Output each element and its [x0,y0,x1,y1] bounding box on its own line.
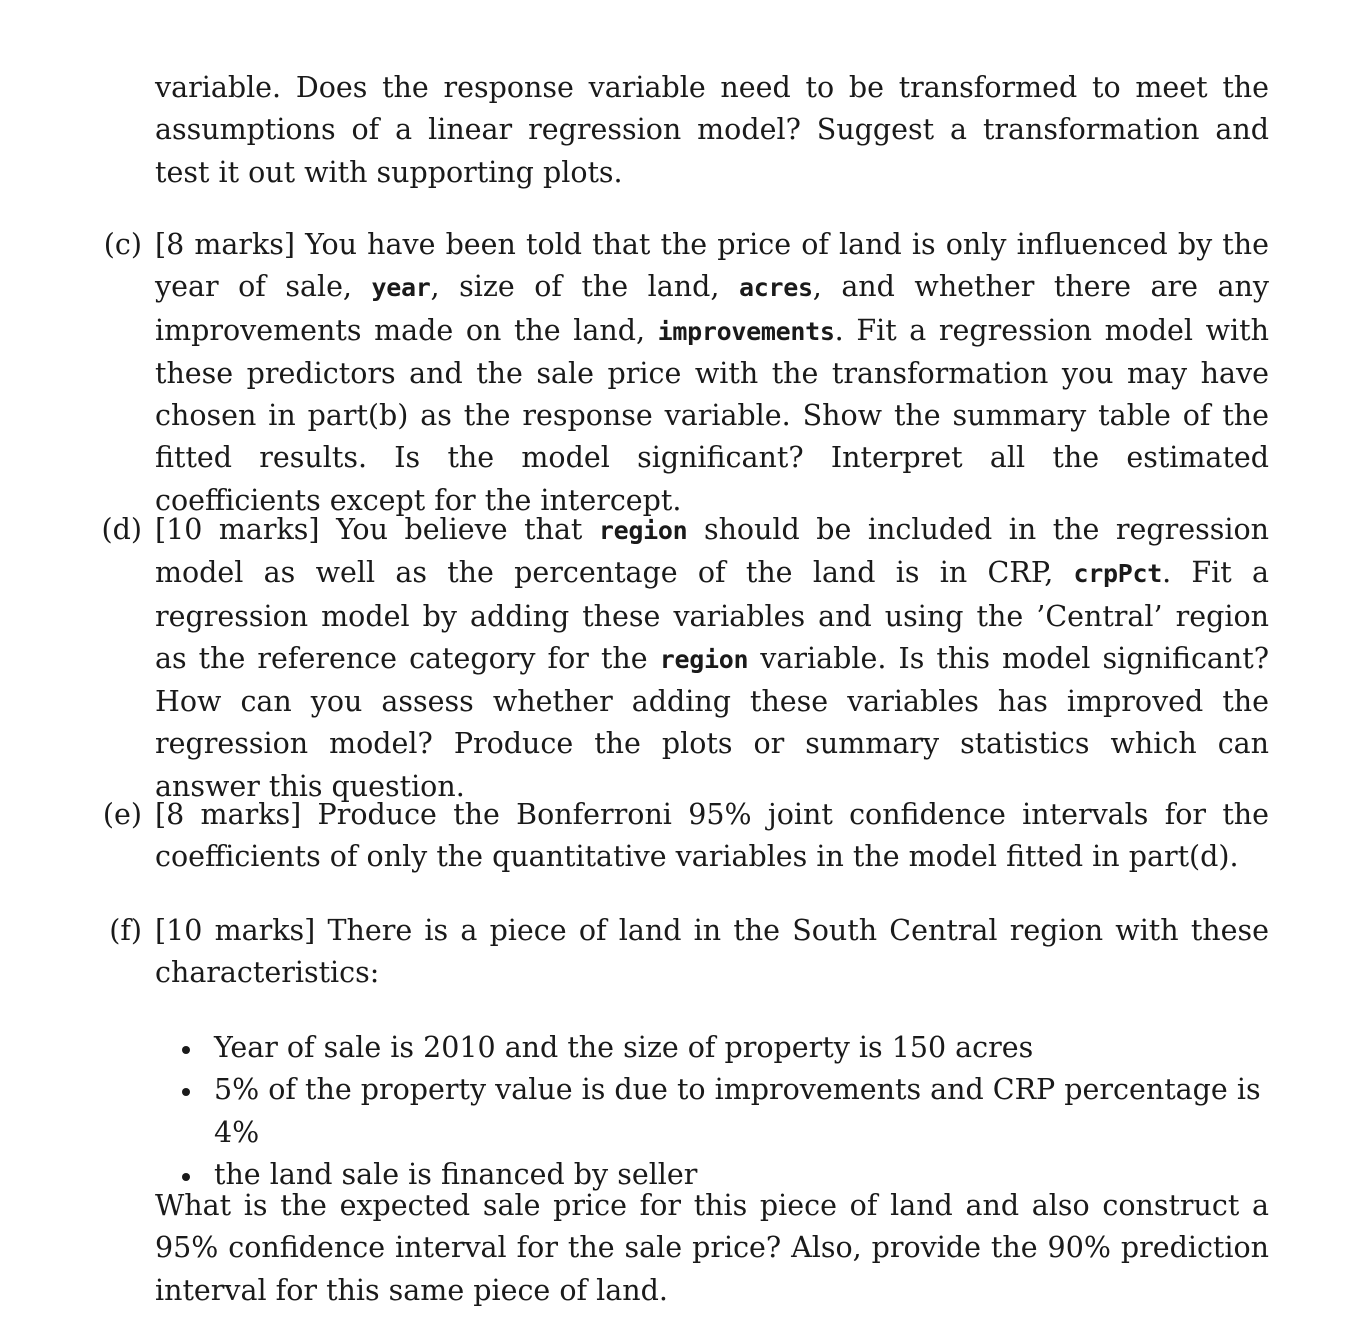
part-f-marks: [10 marks] [155,914,316,947]
part-e-marks: [8 marks] [155,798,302,831]
code-year: year [371,273,431,303]
part-e-text: Produce the Bonferroni 95% joint confidence intervals for the coefficients of only the quantitative variables in the model fitted in part(d). [155,798,1270,874]
part-c-text-3: , and whether there are any improvements made on the land, [155,270,1269,347]
part-d-text-4: variable. Is this model significant? How can you assess whether adding these variables has improved the regression model? Produce the plots or summary statistics which can answer this question. [155,641,1269,803]
bullet-text: 5% of the property value is due to improvements and CRP percentage is 4% [214,1073,1261,1149]
part-d-text-2: should be included in the regression model as well as the percentage of the land is in CRP, [155,513,1269,590]
part-d-text-3: . Fit a regression model by adding these variables and using the ’Central’ region as the reference category for the [155,556,1269,675]
part-f-question [155,1185,1269,1312]
code-region: region [598,516,688,545]
part-e-label: (e) [102,798,142,831]
part-c-text-2: , size of the land, [430,270,739,304]
list-item [170,1069,1270,1154]
part-d-marks: [10 marks] [155,513,320,546]
code-region-2: region [659,644,749,674]
bullet-text: the land sale is financed by seller [214,1157,698,1191]
part-c-marks: [8 marks] [155,228,296,261]
code-improvements: improvements [657,316,835,346]
part-d-label: (d) [101,513,142,546]
part-c-text-4: . Fit a regression model with these predictors and the sale price with the transformation you may have chosen in part(b) as the response variable. Show the summary table of the fitted results. Is the model significant? Interpret all the estimated coefficients except for the intercept. [155,313,1269,517]
part-f [155,910,1269,995]
part-f-bullet-list [170,1027,1270,1196]
code-acres: acres [738,273,813,303]
part-f-question-text: What is the expected sale price for this piece of land and also construct a 95% confidence interval for the sale price? Also, provide the 90% prediction interval for this same piece of land. [155,1189,1269,1307]
part-e [155,794,1269,879]
bullet-icon [182,1046,190,1054]
part-c-label: (c) [103,228,142,261]
part-f-label: (f) [109,914,142,947]
part-b-continuation [155,67,1269,194]
part-d-text-1: You believe that [319,513,599,546]
part-c-text-1: You have been told that the price of land is only influenced by the year of sale, [155,228,1269,304]
part-c [155,224,1269,522]
bullet-icon [182,1088,190,1096]
bullet-icon [182,1173,190,1181]
part-b-text: variable. Does the response variable need to be transformed to meet the assumptions of a linear regression model? Suggest a transformation and test it out with supporting plots. [155,71,1269,189]
part-d [155,509,1269,808]
list-item [170,1027,1270,1069]
bullet-text: Year of sale is 2010 and the size of property is 150 acres [214,1031,1034,1064]
part-f-text: There is a piece of land in the South Central region with these characteristics: [155,914,1269,990]
code-crppct: crpPct [1073,559,1163,589]
